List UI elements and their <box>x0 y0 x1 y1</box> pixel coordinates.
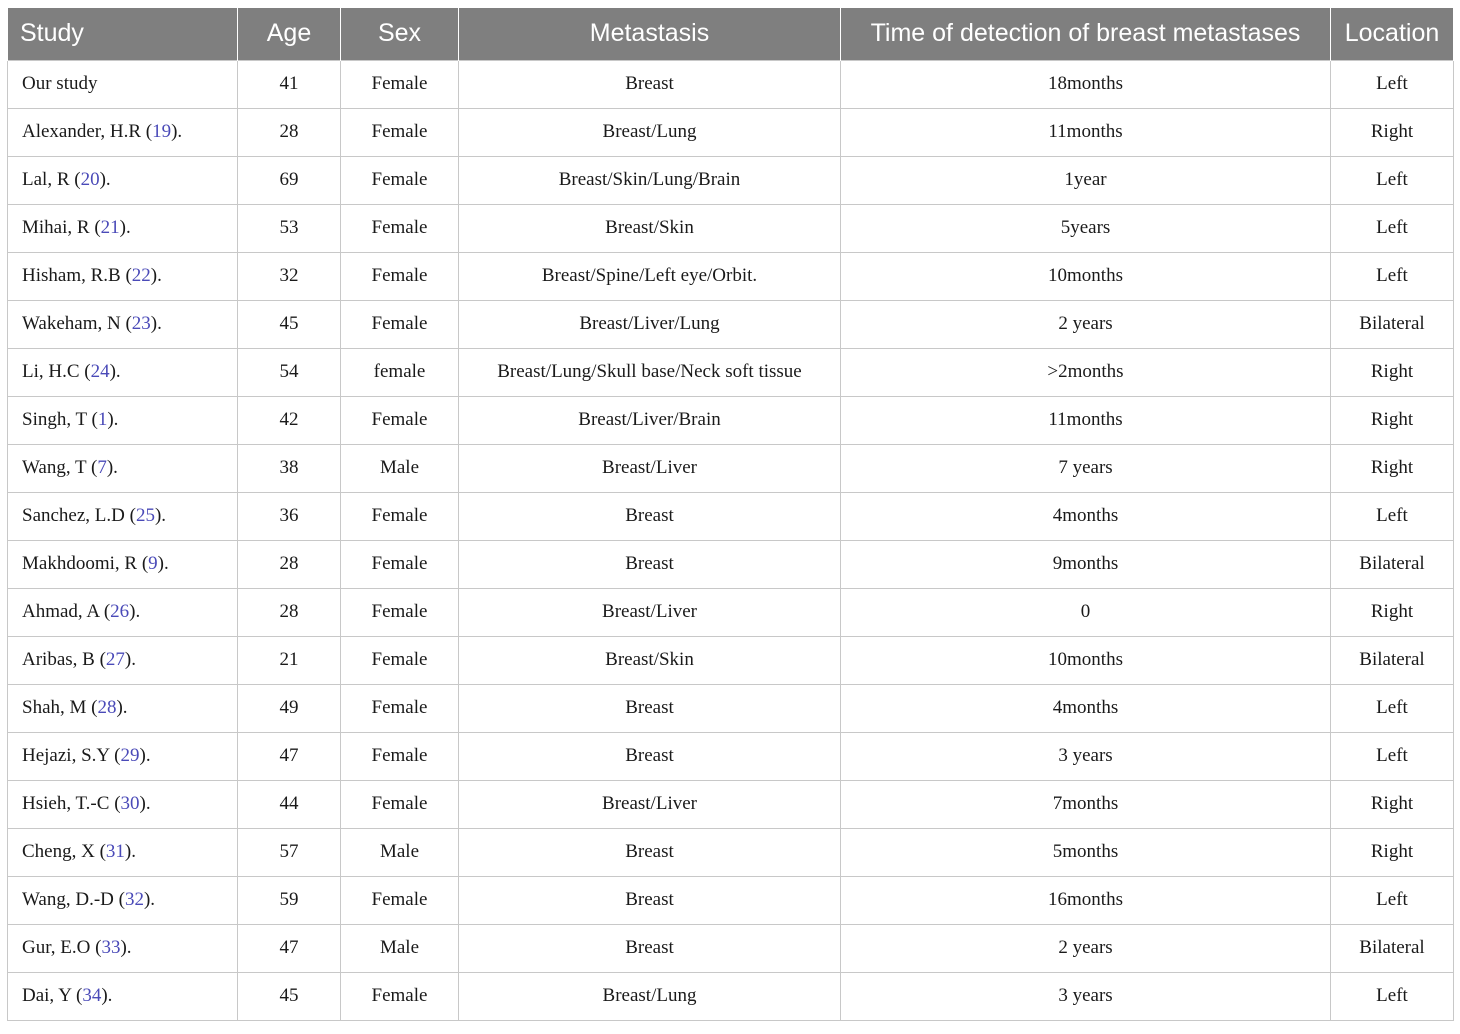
table-row <box>8 588 1454 636</box>
cell-location: Bilateral <box>1331 924 1454 972</box>
cell-metastasis: Breast/Skin/Lung/Brain <box>459 156 841 204</box>
study-author: Shah, M <box>22 697 87 718</box>
header-time-of-detection: Time of detection of breast metastases <box>841 8 1331 60</box>
study-author: Wang, D.-D <box>22 889 114 910</box>
reference-link[interactable]: 34 <box>82 985 102 1006</box>
cell-time-of-detection: 7 years <box>841 444 1331 492</box>
cell-metastasis: Breast <box>459 540 841 588</box>
table-row <box>8 204 1454 252</box>
cell-sex: Female <box>341 780 459 828</box>
cell-age: 36 <box>238 492 341 540</box>
cell-location: Right <box>1331 348 1454 396</box>
cell-time-of-detection: 7months <box>841 780 1331 828</box>
table-row <box>8 780 1454 828</box>
cell-study: Gur, E.O (33). <box>8 924 238 972</box>
cell-study: Hsieh, T.-C (30). <box>8 780 238 828</box>
cell-sex: Female <box>341 204 459 252</box>
table-row <box>8 492 1454 540</box>
table-row <box>8 108 1454 156</box>
header-sex: Sex <box>341 8 459 60</box>
cell-time-of-detection: 1year <box>841 156 1331 204</box>
cell-location: Left <box>1331 732 1454 780</box>
cell-age: 45 <box>238 972 341 1020</box>
header-location: Location <box>1331 8 1454 60</box>
cell-location: Bilateral <box>1331 300 1454 348</box>
cell-location: Bilateral <box>1331 636 1454 684</box>
cell-metastasis: Breast <box>459 492 841 540</box>
cell-study: Aribas, B (27). <box>8 636 238 684</box>
cell-study: Li, H.C (24). <box>8 348 238 396</box>
reference-link[interactable]: 21 <box>100 217 120 238</box>
cell-study: Sanchez, L.D (25). <box>8 492 238 540</box>
study-author: Mihai, R <box>22 217 90 238</box>
study-author: Our study <box>22 73 98 94</box>
cell-sex: Male <box>341 924 459 972</box>
study-author: Ahmad, A <box>22 601 100 622</box>
cell-age: 28 <box>238 108 341 156</box>
cell-time-of-detection: 11months <box>841 396 1331 444</box>
cell-location: Bilateral <box>1331 540 1454 588</box>
study-author: Li, H.C <box>22 361 80 382</box>
cell-study: Wang, D.-D (32). <box>8 876 238 924</box>
cell-metastasis: Breast/Lung/Skull base/Neck soft tissue <box>459 348 841 396</box>
reference-link[interactable]: 22 <box>131 265 151 286</box>
cell-metastasis: Breast/Spine/Left eye/Orbit. <box>459 252 841 300</box>
table-row <box>8 540 1454 588</box>
cell-metastasis: Breast <box>459 684 841 732</box>
study-author: Hejazi, S.Y <box>22 745 110 766</box>
data-table-container <box>7 8 1453 1021</box>
cell-study: Hejazi, S.Y (29). <box>8 732 238 780</box>
cell-metastasis: Breast/Liver/Lung <box>459 300 841 348</box>
reference-link[interactable]: 20 <box>80 169 100 190</box>
cell-location: Left <box>1331 876 1454 924</box>
cell-metastasis: Breast <box>459 60 841 108</box>
table-row <box>8 60 1454 108</box>
cell-time-of-detection: 9months <box>841 540 1331 588</box>
cell-time-of-detection: 2 years <box>841 300 1331 348</box>
cell-age: 21 <box>238 636 341 684</box>
study-author: Sanchez, L.D <box>22 505 125 526</box>
cell-location: Left <box>1331 204 1454 252</box>
cell-study: Wang, T (7). <box>8 444 238 492</box>
reference-link[interactable]: 30 <box>120 793 140 814</box>
study-author: Alexander, H.R <box>22 121 142 142</box>
cell-metastasis: Breast/Skin <box>459 204 841 252</box>
cell-time-of-detection: 3 years <box>841 972 1331 1020</box>
study-author: Gur, E.O <box>22 937 91 958</box>
header-metastasis: Metastasis <box>459 8 841 60</box>
cell-sex: Female <box>341 636 459 684</box>
table-row <box>8 252 1454 300</box>
cell-metastasis: Breast/Liver <box>459 444 841 492</box>
reference-link[interactable]: 27 <box>105 649 125 670</box>
cell-study <box>8 60 238 108</box>
cell-age: 32 <box>238 252 341 300</box>
cell-sex: Female <box>341 252 459 300</box>
table-row <box>8 444 1454 492</box>
cell-location: Left <box>1331 684 1454 732</box>
cell-metastasis: Breast/Lung <box>459 972 841 1020</box>
table-row <box>8 876 1454 924</box>
table-row <box>8 396 1454 444</box>
cell-metastasis: Breast <box>459 732 841 780</box>
cell-metastasis: Breast/Liver <box>459 588 841 636</box>
studies-table <box>7 8 1454 1021</box>
cell-study: Wakeham, N (23). <box>8 300 238 348</box>
cell-sex: female <box>341 348 459 396</box>
cell-time-of-detection: 11months <box>841 108 1331 156</box>
cell-sex: Female <box>341 684 459 732</box>
cell-metastasis: Breast/Liver/Brain <box>459 396 841 444</box>
study-author: Wakeham, N <box>22 313 121 334</box>
cell-time-of-detection: 10months <box>841 636 1331 684</box>
cell-location: Right <box>1331 108 1454 156</box>
table-row <box>8 684 1454 732</box>
header-age: Age <box>238 8 341 60</box>
cell-location: Right <box>1331 396 1454 444</box>
header-row <box>8 8 1454 60</box>
cell-sex: Female <box>341 60 459 108</box>
cell-age: 69 <box>238 156 341 204</box>
cell-metastasis: Breast/Liver <box>459 780 841 828</box>
study-author: Aribas, B <box>22 649 95 670</box>
reference-link[interactable]: 31 <box>105 841 125 862</box>
table-row <box>8 636 1454 684</box>
cell-location: Left <box>1331 972 1454 1020</box>
cell-sex: Female <box>341 588 459 636</box>
cell-study: Makhdoomi, R (9). <box>8 540 238 588</box>
cell-age: 38 <box>238 444 341 492</box>
table-row <box>8 972 1454 1020</box>
cell-age: 41 <box>238 60 341 108</box>
header-study: Study <box>8 8 238 60</box>
cell-study: Cheng, X (31). <box>8 828 238 876</box>
reference-link[interactable]: 28 <box>97 697 117 718</box>
cell-study: Hisham, R.B (22). <box>8 252 238 300</box>
reference-link[interactable]: 32 <box>124 889 144 910</box>
cell-study: Alexander, H.R (19). <box>8 108 238 156</box>
cell-location: Right <box>1331 444 1454 492</box>
cell-time-of-detection: >2months <box>841 348 1331 396</box>
cell-location: Left <box>1331 492 1454 540</box>
cell-study: Shah, M (28). <box>8 684 238 732</box>
cell-metastasis: Breast <box>459 828 841 876</box>
cell-age: 45 <box>238 300 341 348</box>
reference-link[interactable]: 24 <box>90 361 110 382</box>
cell-time-of-detection: 0 <box>841 588 1331 636</box>
cell-metastasis: Breast/Lung <box>459 108 841 156</box>
cell-sex: Male <box>341 828 459 876</box>
cell-age: 28 <box>238 540 341 588</box>
study-author: Wang, T <box>22 457 87 478</box>
cell-location: Left <box>1331 60 1454 108</box>
reference-link[interactable]: 19 <box>152 121 172 142</box>
cell-study: Lal, R (20). <box>8 156 238 204</box>
reference-link[interactable]: 23 <box>131 313 151 334</box>
reference-link[interactable]: 25 <box>135 505 155 526</box>
cell-time-of-detection: 16months <box>841 876 1331 924</box>
cell-age: 47 <box>238 732 341 780</box>
cell-location: Right <box>1331 780 1454 828</box>
cell-time-of-detection: 2 years <box>841 924 1331 972</box>
cell-time-of-detection: 4months <box>841 492 1331 540</box>
cell-time-of-detection: 4months <box>841 684 1331 732</box>
table-row <box>8 348 1454 396</box>
cell-sex: Female <box>341 300 459 348</box>
cell-metastasis: Breast/Skin <box>459 636 841 684</box>
study-author: Dai, Y <box>22 985 72 1006</box>
cell-age: 57 <box>238 828 341 876</box>
cell-location: Right <box>1331 828 1454 876</box>
cell-age: 53 <box>238 204 341 252</box>
cell-time-of-detection: 10months <box>841 252 1331 300</box>
cell-study: Dai, Y (34). <box>8 972 238 1020</box>
cell-location: Left <box>1331 252 1454 300</box>
cell-age: 59 <box>238 876 341 924</box>
study-author: Makhdoomi, R <box>22 553 138 574</box>
cell-sex: Female <box>341 492 459 540</box>
cell-time-of-detection: 5years <box>841 204 1331 252</box>
study-author: Singh, T <box>22 409 87 430</box>
cell-study: Singh, T (1). <box>8 396 238 444</box>
table-row <box>8 300 1454 348</box>
cell-sex: Female <box>341 396 459 444</box>
table-row <box>8 828 1454 876</box>
cell-sex: Male <box>341 444 459 492</box>
reference-link[interactable]: 29 <box>120 745 140 766</box>
cell-age: 47 <box>238 924 341 972</box>
table-body <box>8 60 1454 1020</box>
study-author: Lal, R <box>22 169 70 190</box>
cell-location: Left <box>1331 156 1454 204</box>
cell-sex: Female <box>341 108 459 156</box>
study-author: Hsieh, T.-C <box>22 793 110 814</box>
cell-study: Mihai, R (21). <box>8 204 238 252</box>
cell-sex: Female <box>341 972 459 1020</box>
cell-location: Right <box>1331 588 1454 636</box>
reference-link[interactable]: 26 <box>110 601 130 622</box>
study-author: Cheng, X <box>22 841 95 862</box>
reference-link[interactable]: 9 <box>148 553 158 574</box>
cell-time-of-detection: 5months <box>841 828 1331 876</box>
cell-sex: Female <box>341 156 459 204</box>
cell-sex: Female <box>341 876 459 924</box>
reference-link[interactable]: 7 <box>97 457 107 478</box>
cell-age: 49 <box>238 684 341 732</box>
cell-metastasis: Breast <box>459 876 841 924</box>
table-row <box>8 924 1454 972</box>
cell-age: 28 <box>238 588 341 636</box>
study-author: Hisham, R.B <box>22 265 121 286</box>
cell-time-of-detection: 3 years <box>841 732 1331 780</box>
cell-sex: Female <box>341 540 459 588</box>
reference-link[interactable]: 1 <box>97 409 108 430</box>
table-row <box>8 156 1454 204</box>
reference-link[interactable]: 33 <box>101 937 121 958</box>
cell-time-of-detection: 18months <box>841 60 1331 108</box>
cell-age: 42 <box>238 396 341 444</box>
cell-metastasis: Breast <box>459 924 841 972</box>
table-row <box>8 732 1454 780</box>
cell-age: 54 <box>238 348 341 396</box>
cell-study: Ahmad, A (26). <box>8 588 238 636</box>
cell-age: 44 <box>238 780 341 828</box>
cell-sex: Female <box>341 732 459 780</box>
